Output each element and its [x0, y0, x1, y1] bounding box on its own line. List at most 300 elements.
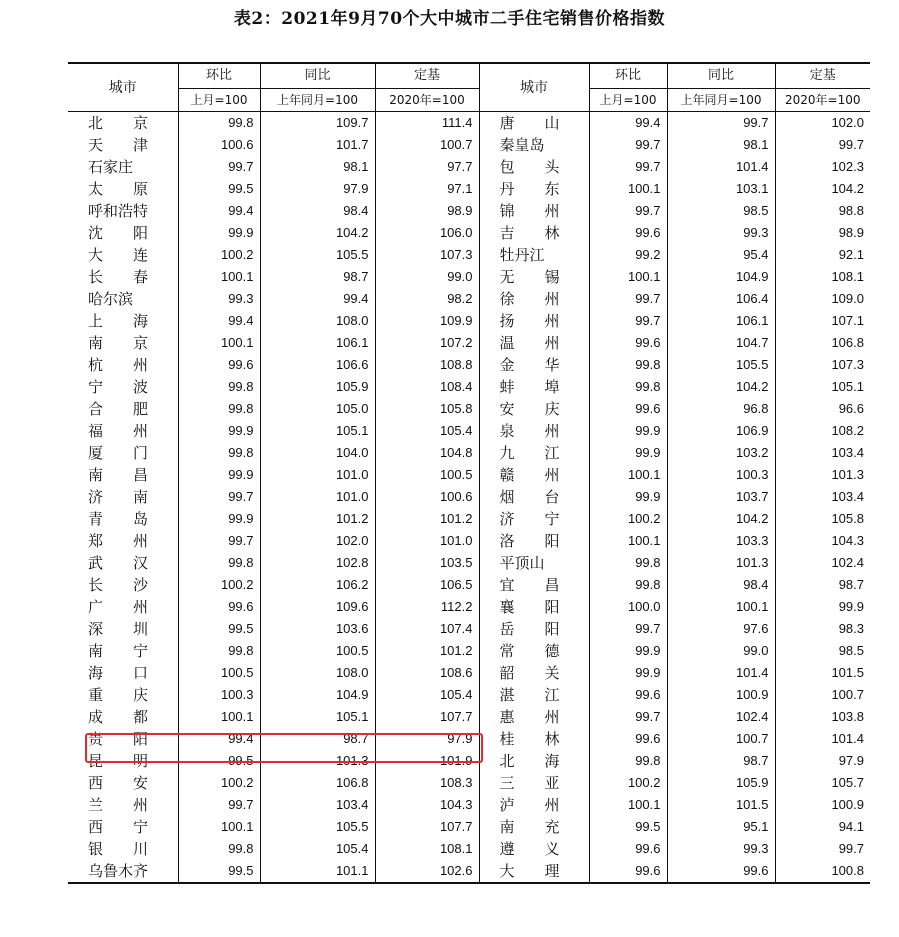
base-cell: 102.3 — [775, 156, 870, 178]
city-cell: 泸 州 — [479, 794, 589, 816]
table-row — [68, 464, 870, 486]
table-row — [68, 200, 870, 222]
mom-cell: 99.8 — [589, 354, 667, 376]
base-cell: 107.2 — [375, 332, 479, 354]
yoy-cell: 101.2 — [260, 508, 375, 530]
base-cell: 111.4 — [375, 112, 479, 135]
table-row — [68, 552, 870, 574]
yoy-cell: 104.2 — [667, 376, 775, 398]
yoy-cell: 104.9 — [667, 266, 775, 288]
base-cell: 99.7 — [775, 134, 870, 156]
base-cell: 105.1 — [775, 376, 870, 398]
base-cell: 108.1 — [375, 838, 479, 860]
mom-cell: 100.6 — [178, 134, 260, 156]
base-cell: 97.7 — [375, 156, 479, 178]
yoy-cell: 106.1 — [260, 332, 375, 354]
mom-cell: 99.8 — [589, 552, 667, 574]
yoy-cell: 109.6 — [260, 596, 375, 618]
table-row — [68, 728, 870, 750]
city-cell: 岳 阳 — [479, 618, 589, 640]
base-cell: 98.2 — [375, 288, 479, 310]
table-row — [68, 398, 870, 420]
mom-cell: 99.5 — [178, 618, 260, 640]
city-cell: 宁 波 — [88, 378, 149, 396]
yoy-cell: 105.0 — [260, 398, 375, 420]
city-cell: 南 昌 — [88, 466, 149, 484]
table-row — [68, 794, 870, 816]
yoy-cell: 101.3 — [667, 552, 775, 574]
yoy-cell: 99.0 — [667, 640, 775, 662]
base-cell: 101.4 — [775, 728, 870, 750]
yoy-cell: 98.4 — [260, 200, 375, 222]
table-row — [68, 134, 870, 156]
yoy-cell: 104.7 — [667, 332, 775, 354]
base-cell: 101.3 — [775, 464, 870, 486]
mom-cell: 100.1 — [178, 706, 260, 728]
yoy-cell: 103.3 — [667, 530, 775, 552]
yoy-cell: 100.5 — [260, 640, 375, 662]
base-cell: 103.8 — [775, 706, 870, 728]
mom-cell: 99.6 — [589, 222, 667, 244]
yoy-cell: 98.5 — [667, 200, 775, 222]
base-cell: 101.2 — [375, 508, 479, 530]
base-cell: 107.3 — [775, 354, 870, 376]
mom-header: 环比 — [178, 63, 260, 89]
table-row — [68, 838, 870, 860]
base-cell: 100.6 — [375, 486, 479, 508]
city-cell: 常 德 — [479, 640, 589, 662]
yoy-cell: 98.1 — [667, 134, 775, 156]
mom-cell: 100.2 — [178, 772, 260, 794]
yoy-cell: 99.6 — [667, 860, 775, 883]
base-cell: 105.4 — [375, 684, 479, 706]
city-cell: 西 安 — [88, 774, 149, 792]
city-cell: 银 川 — [88, 840, 149, 858]
city-cell: 温 州 — [479, 332, 589, 354]
mom-cell: 100.2 — [178, 244, 260, 266]
base-cell: 98.5 — [775, 640, 870, 662]
yoy-cell: 109.7 — [260, 112, 375, 135]
base-cell: 108.4 — [375, 376, 479, 398]
city-cell: 湛 江 — [479, 684, 589, 706]
base-cell: 98.3 — [775, 618, 870, 640]
table-row — [68, 178, 870, 200]
city-cell: 石家庄 — [88, 158, 134, 176]
yoy-cell: 98.7 — [260, 728, 375, 750]
mom-cell: 99.5 — [178, 178, 260, 200]
mom-subheader-right: 上月=100 — [589, 89, 667, 112]
table-row — [68, 244, 870, 266]
mom-cell: 99.7 — [589, 618, 667, 640]
yoy-cell: 99.4 — [260, 288, 375, 310]
mom-cell: 99.5 — [589, 816, 667, 838]
base-cell: 105.8 — [375, 398, 479, 420]
city-cell: 桂 林 — [479, 728, 589, 750]
mom-cell: 99.8 — [178, 640, 260, 662]
mom-cell: 99.3 — [178, 288, 260, 310]
city-cell: 宜 昌 — [479, 574, 589, 596]
table-row — [68, 596, 870, 618]
table-row — [68, 750, 870, 772]
yoy-cell: 101.4 — [667, 662, 775, 684]
yoy-cell: 108.0 — [260, 662, 375, 684]
city-cell: 昆 明 — [88, 752, 149, 770]
base-cell: 97.1 — [375, 178, 479, 200]
base-cell: 97.9 — [375, 728, 479, 750]
city-cell: 哈尔滨 — [88, 290, 134, 308]
mom-cell: 99.7 — [178, 156, 260, 178]
table-row — [68, 816, 870, 838]
city-cell: 赣 州 — [479, 464, 589, 486]
city-cell: 成 都 — [88, 708, 149, 726]
city-header: 城市 — [68, 63, 178, 112]
mom-cell: 99.9 — [178, 508, 260, 530]
mom-cell: 99.8 — [589, 750, 667, 772]
yoy-cell: 101.5 — [667, 794, 775, 816]
city-cell: 南 宁 — [88, 642, 149, 660]
base-cell: 98.8 — [775, 200, 870, 222]
base-cell: 102.0 — [775, 112, 870, 135]
yoy-cell: 98.4 — [667, 574, 775, 596]
city-cell: 南 充 — [479, 816, 589, 838]
base-cell: 103.4 — [775, 486, 870, 508]
base-cell: 102.4 — [775, 552, 870, 574]
yoy-cell: 96.8 — [667, 398, 775, 420]
table-row — [68, 640, 870, 662]
city-cell: 北 海 — [479, 750, 589, 772]
base-cell: 105.4 — [375, 420, 479, 442]
city-cell: 三 亚 — [479, 772, 589, 794]
yoy-cell: 105.5 — [667, 354, 775, 376]
base-cell: 108.1 — [775, 266, 870, 288]
yoy-cell: 105.1 — [260, 706, 375, 728]
mom-cell: 100.1 — [589, 266, 667, 288]
base-cell: 106.5 — [375, 574, 479, 596]
table-title: 表2：2021年9月70个大中城市二手住宅销售价格指数 — [233, 9, 666, 29]
table-row — [68, 354, 870, 376]
mom-cell: 100.2 — [589, 508, 667, 530]
base-cell: 106.8 — [775, 332, 870, 354]
city-cell: 韶 关 — [479, 662, 589, 684]
mom-cell: 99.9 — [589, 420, 667, 442]
mom-cell: 99.2 — [589, 244, 667, 266]
yoy-cell: 102.4 — [667, 706, 775, 728]
mom-cell: 99.7 — [178, 530, 260, 552]
mom-cell: 99.9 — [589, 662, 667, 684]
mom-cell: 100.1 — [178, 266, 260, 288]
yoy-cell: 106.6 — [260, 354, 375, 376]
table-row — [68, 332, 870, 354]
yoy-cell: 99.7 — [667, 112, 775, 135]
yoy-cell: 98.1 — [260, 156, 375, 178]
base-cell: 104.3 — [375, 794, 479, 816]
city-cell: 西 宁 — [88, 818, 149, 836]
base-cell: 99.9 — [775, 596, 870, 618]
yoy-cell: 101.4 — [667, 156, 775, 178]
table-row — [68, 486, 870, 508]
table-row — [68, 266, 870, 288]
city-cell: 泉 州 — [479, 420, 589, 442]
yoy-cell: 101.7 — [260, 134, 375, 156]
base-cell: 107.4 — [375, 618, 479, 640]
city-cell: 长 沙 — [88, 576, 149, 594]
mom-cell: 99.4 — [178, 310, 260, 332]
city-cell: 郑 州 — [88, 532, 149, 550]
city-cell: 秦皇岛 — [479, 134, 589, 156]
mom-cell: 99.7 — [589, 134, 667, 156]
city-cell: 惠 州 — [479, 706, 589, 728]
city-cell: 乌鲁木齐 — [68, 860, 178, 883]
yoy-cell: 105.1 — [260, 420, 375, 442]
base-cell: 98.7 — [775, 574, 870, 596]
yoy-cell: 106.4 — [667, 288, 775, 310]
mom-cell: 99.9 — [589, 442, 667, 464]
city-cell: 福 州 — [88, 422, 149, 440]
mom-cell: 99.7 — [589, 200, 667, 222]
city-cell: 合 肥 — [88, 400, 149, 418]
mom-cell: 99.7 — [589, 310, 667, 332]
city-cell: 太 原 — [88, 180, 149, 198]
mom-cell: 100.3 — [178, 684, 260, 706]
city-cell: 徐 州 — [479, 288, 589, 310]
city-cell: 呼和浩特 — [88, 202, 149, 220]
mom-cell: 100.1 — [178, 816, 260, 838]
base-cell: 107.7 — [375, 816, 479, 838]
table-row — [68, 706, 870, 728]
mom-cell: 100.1 — [589, 178, 667, 200]
yoy-cell: 105.5 — [260, 244, 375, 266]
table-body — [68, 112, 870, 884]
city-cell: 青 岛 — [88, 510, 149, 528]
table-row — [68, 420, 870, 442]
city-cell: 吉 林 — [479, 222, 589, 244]
yoy-cell: 95.1 — [667, 816, 775, 838]
yoy-cell: 104.2 — [667, 508, 775, 530]
base-cell: 101.5 — [775, 662, 870, 684]
city-cell: 南 京 — [88, 334, 149, 352]
city-cell: 武 汉 — [88, 554, 149, 572]
city-cell: 无 锡 — [479, 266, 589, 288]
mom-cell: 99.8 — [178, 552, 260, 574]
city-cell: 杭 州 — [88, 356, 149, 374]
base-cell: 97.9 — [775, 750, 870, 772]
yoy-cell: 105.9 — [260, 376, 375, 398]
base-cell: 107.3 — [375, 244, 479, 266]
mom-cell: 100.2 — [178, 574, 260, 596]
yoy-cell: 97.6 — [667, 618, 775, 640]
city-cell: 锦 州 — [479, 200, 589, 222]
city-cell: 沈 阳 — [88, 224, 149, 242]
base-cell: 108.3 — [375, 772, 479, 794]
mom-cell: 100.5 — [178, 662, 260, 684]
mom-cell: 99.8 — [589, 376, 667, 398]
header-row-primary — [68, 63, 870, 89]
city-cell: 蚌 埠 — [479, 376, 589, 398]
base-cell: 99.7 — [775, 838, 870, 860]
yoy-cell: 105.5 — [260, 816, 375, 838]
table-row — [68, 618, 870, 640]
base-cell: 107.7 — [375, 706, 479, 728]
mom-cell: 100.0 — [589, 596, 667, 618]
yoy-cell: 97.9 — [260, 178, 375, 200]
table-row — [68, 508, 870, 530]
mom-cell: 99.8 — [178, 398, 260, 420]
city-header-right: 城市 — [479, 63, 589, 112]
mom-cell: 99.9 — [178, 420, 260, 442]
yoy-cell: 101.0 — [260, 486, 375, 508]
table-row — [68, 772, 870, 794]
base-cell: 109.9 — [375, 310, 479, 332]
city-cell: 包 头 — [479, 156, 589, 178]
mom-cell: 99.9 — [178, 222, 260, 244]
mom-cell: 99.9 — [589, 640, 667, 662]
base-cell: 109.0 — [775, 288, 870, 310]
yoy-cell: 102.8 — [260, 552, 375, 574]
city-cell: 襄 阳 — [479, 596, 589, 618]
mom-cell: 99.9 — [589, 486, 667, 508]
city-cell: 济 宁 — [479, 508, 589, 530]
mom-cell: 99.8 — [178, 112, 260, 135]
mom-cell: 99.7 — [178, 486, 260, 508]
yoy-header-right: 同比 — [667, 63, 775, 89]
mom-subheader: 上月=100 — [178, 89, 260, 112]
mom-cell: 99.7 — [589, 288, 667, 310]
city-cell: 洛 阳 — [479, 530, 589, 552]
base-cell: 92.1 — [775, 244, 870, 266]
mom-cell: 99.4 — [589, 112, 667, 135]
yoy-cell: 102.0 — [260, 530, 375, 552]
table-row — [68, 684, 870, 706]
city-cell: 贵 阳 — [88, 730, 149, 748]
yoy-cell: 100.7 — [667, 728, 775, 750]
city-cell: 丹 东 — [479, 178, 589, 200]
base-cell: 96.6 — [775, 398, 870, 420]
base-cell: 101.9 — [375, 750, 479, 772]
city-cell: 天 津 — [88, 136, 149, 154]
base-cell: 105.7 — [775, 772, 870, 794]
mom-cell: 100.1 — [178, 332, 260, 354]
mom-cell: 100.1 — [589, 794, 667, 816]
yoy-subheader-right: 上年同月=100 — [667, 89, 775, 112]
mom-cell: 99.7 — [178, 794, 260, 816]
yoy-cell: 101.3 — [260, 750, 375, 772]
city-cell: 九 江 — [479, 442, 589, 464]
yoy-cell: 103.6 — [260, 618, 375, 640]
yoy-header: 同比 — [260, 63, 375, 89]
mom-cell: 99.9 — [178, 464, 260, 486]
city-cell: 平顶山 — [479, 552, 589, 574]
base-header: 定基 — [375, 63, 479, 89]
yoy-cell: 100.1 — [667, 596, 775, 618]
table-row — [68, 442, 870, 464]
city-cell: 大 理 — [479, 860, 589, 883]
base-cell: 101.0 — [375, 530, 479, 552]
base-cell: 104.2 — [775, 178, 870, 200]
table-row — [68, 222, 870, 244]
mom-cell: 99.6 — [589, 860, 667, 883]
mom-cell: 99.6 — [589, 398, 667, 420]
base-cell: 108.2 — [775, 420, 870, 442]
base-cell: 98.9 — [375, 200, 479, 222]
base-subheader-right: 2020年=100 — [775, 89, 870, 112]
base-cell: 102.6 — [375, 860, 479, 883]
base-cell: 100.7 — [775, 684, 870, 706]
yoy-cell: 106.2 — [260, 574, 375, 596]
base-header-right: 定基 — [775, 63, 870, 89]
yoy-cell: 104.9 — [260, 684, 375, 706]
yoy-cell: 104.0 — [260, 442, 375, 464]
city-cell: 上 海 — [88, 312, 149, 330]
yoy-cell: 104.2 — [260, 222, 375, 244]
yoy-cell: 106.1 — [667, 310, 775, 332]
base-cell: 103.4 — [775, 442, 870, 464]
table-row — [68, 376, 870, 398]
yoy-cell: 103.1 — [667, 178, 775, 200]
city-cell: 牡丹江 — [479, 244, 589, 266]
mom-cell: 99.6 — [589, 332, 667, 354]
table-row — [68, 112, 870, 135]
base-cell: 100.8 — [775, 860, 870, 883]
table-row — [68, 156, 870, 178]
base-cell: 112.2 — [375, 596, 479, 618]
mom-cell: 100.2 — [589, 772, 667, 794]
base-cell: 106.0 — [375, 222, 479, 244]
city-cell: 金 华 — [479, 354, 589, 376]
yoy-cell: 106.9 — [667, 420, 775, 442]
city-cell: 安 庆 — [479, 398, 589, 420]
base-cell: 100.5 — [375, 464, 479, 486]
table-row — [68, 530, 870, 552]
yoy-cell: 100.3 — [667, 464, 775, 486]
base-cell: 100.7 — [375, 134, 479, 156]
yoy-cell: 106.8 — [260, 772, 375, 794]
yoy-subheader: 上年同月=100 — [260, 89, 375, 112]
base-cell: 101.2 — [375, 640, 479, 662]
yoy-cell: 108.0 — [260, 310, 375, 332]
yoy-cell: 98.7 — [260, 266, 375, 288]
yoy-cell: 100.9 — [667, 684, 775, 706]
city-cell: 北 京 — [88, 114, 149, 132]
city-cell: 烟 台 — [479, 486, 589, 508]
base-cell: 108.6 — [375, 662, 479, 684]
header-row-secondary — [68, 89, 870, 112]
base-cell: 103.5 — [375, 552, 479, 574]
yoy-cell: 99.3 — [667, 838, 775, 860]
city-cell: 济 南 — [88, 488, 149, 506]
base-cell: 107.1 — [775, 310, 870, 332]
city-cell: 广 州 — [88, 598, 149, 616]
mom-cell: 99.7 — [589, 706, 667, 728]
base-cell: 100.9 — [775, 794, 870, 816]
base-cell: 104.8 — [375, 442, 479, 464]
mom-cell: 99.6 — [589, 684, 667, 706]
yoy-cell: 105.9 — [667, 772, 775, 794]
city-cell: 重 庆 — [88, 686, 149, 704]
mom-cell: 99.4 — [178, 728, 260, 750]
city-cell: 深 圳 — [88, 620, 149, 638]
yoy-cell: 103.7 — [667, 486, 775, 508]
city-cell: 厦 门 — [88, 444, 149, 462]
city-cell: 兰 州 — [88, 796, 149, 814]
yoy-cell: 103.4 — [260, 794, 375, 816]
table-row — [68, 574, 870, 596]
mom-cell: 100.1 — [589, 464, 667, 486]
city-cell: 唐 山 — [479, 112, 589, 135]
mom-cell: 100.1 — [589, 530, 667, 552]
mom-cell: 99.4 — [178, 200, 260, 222]
mom-cell: 99.5 — [178, 750, 260, 772]
mom-header-right: 环比 — [589, 63, 667, 89]
